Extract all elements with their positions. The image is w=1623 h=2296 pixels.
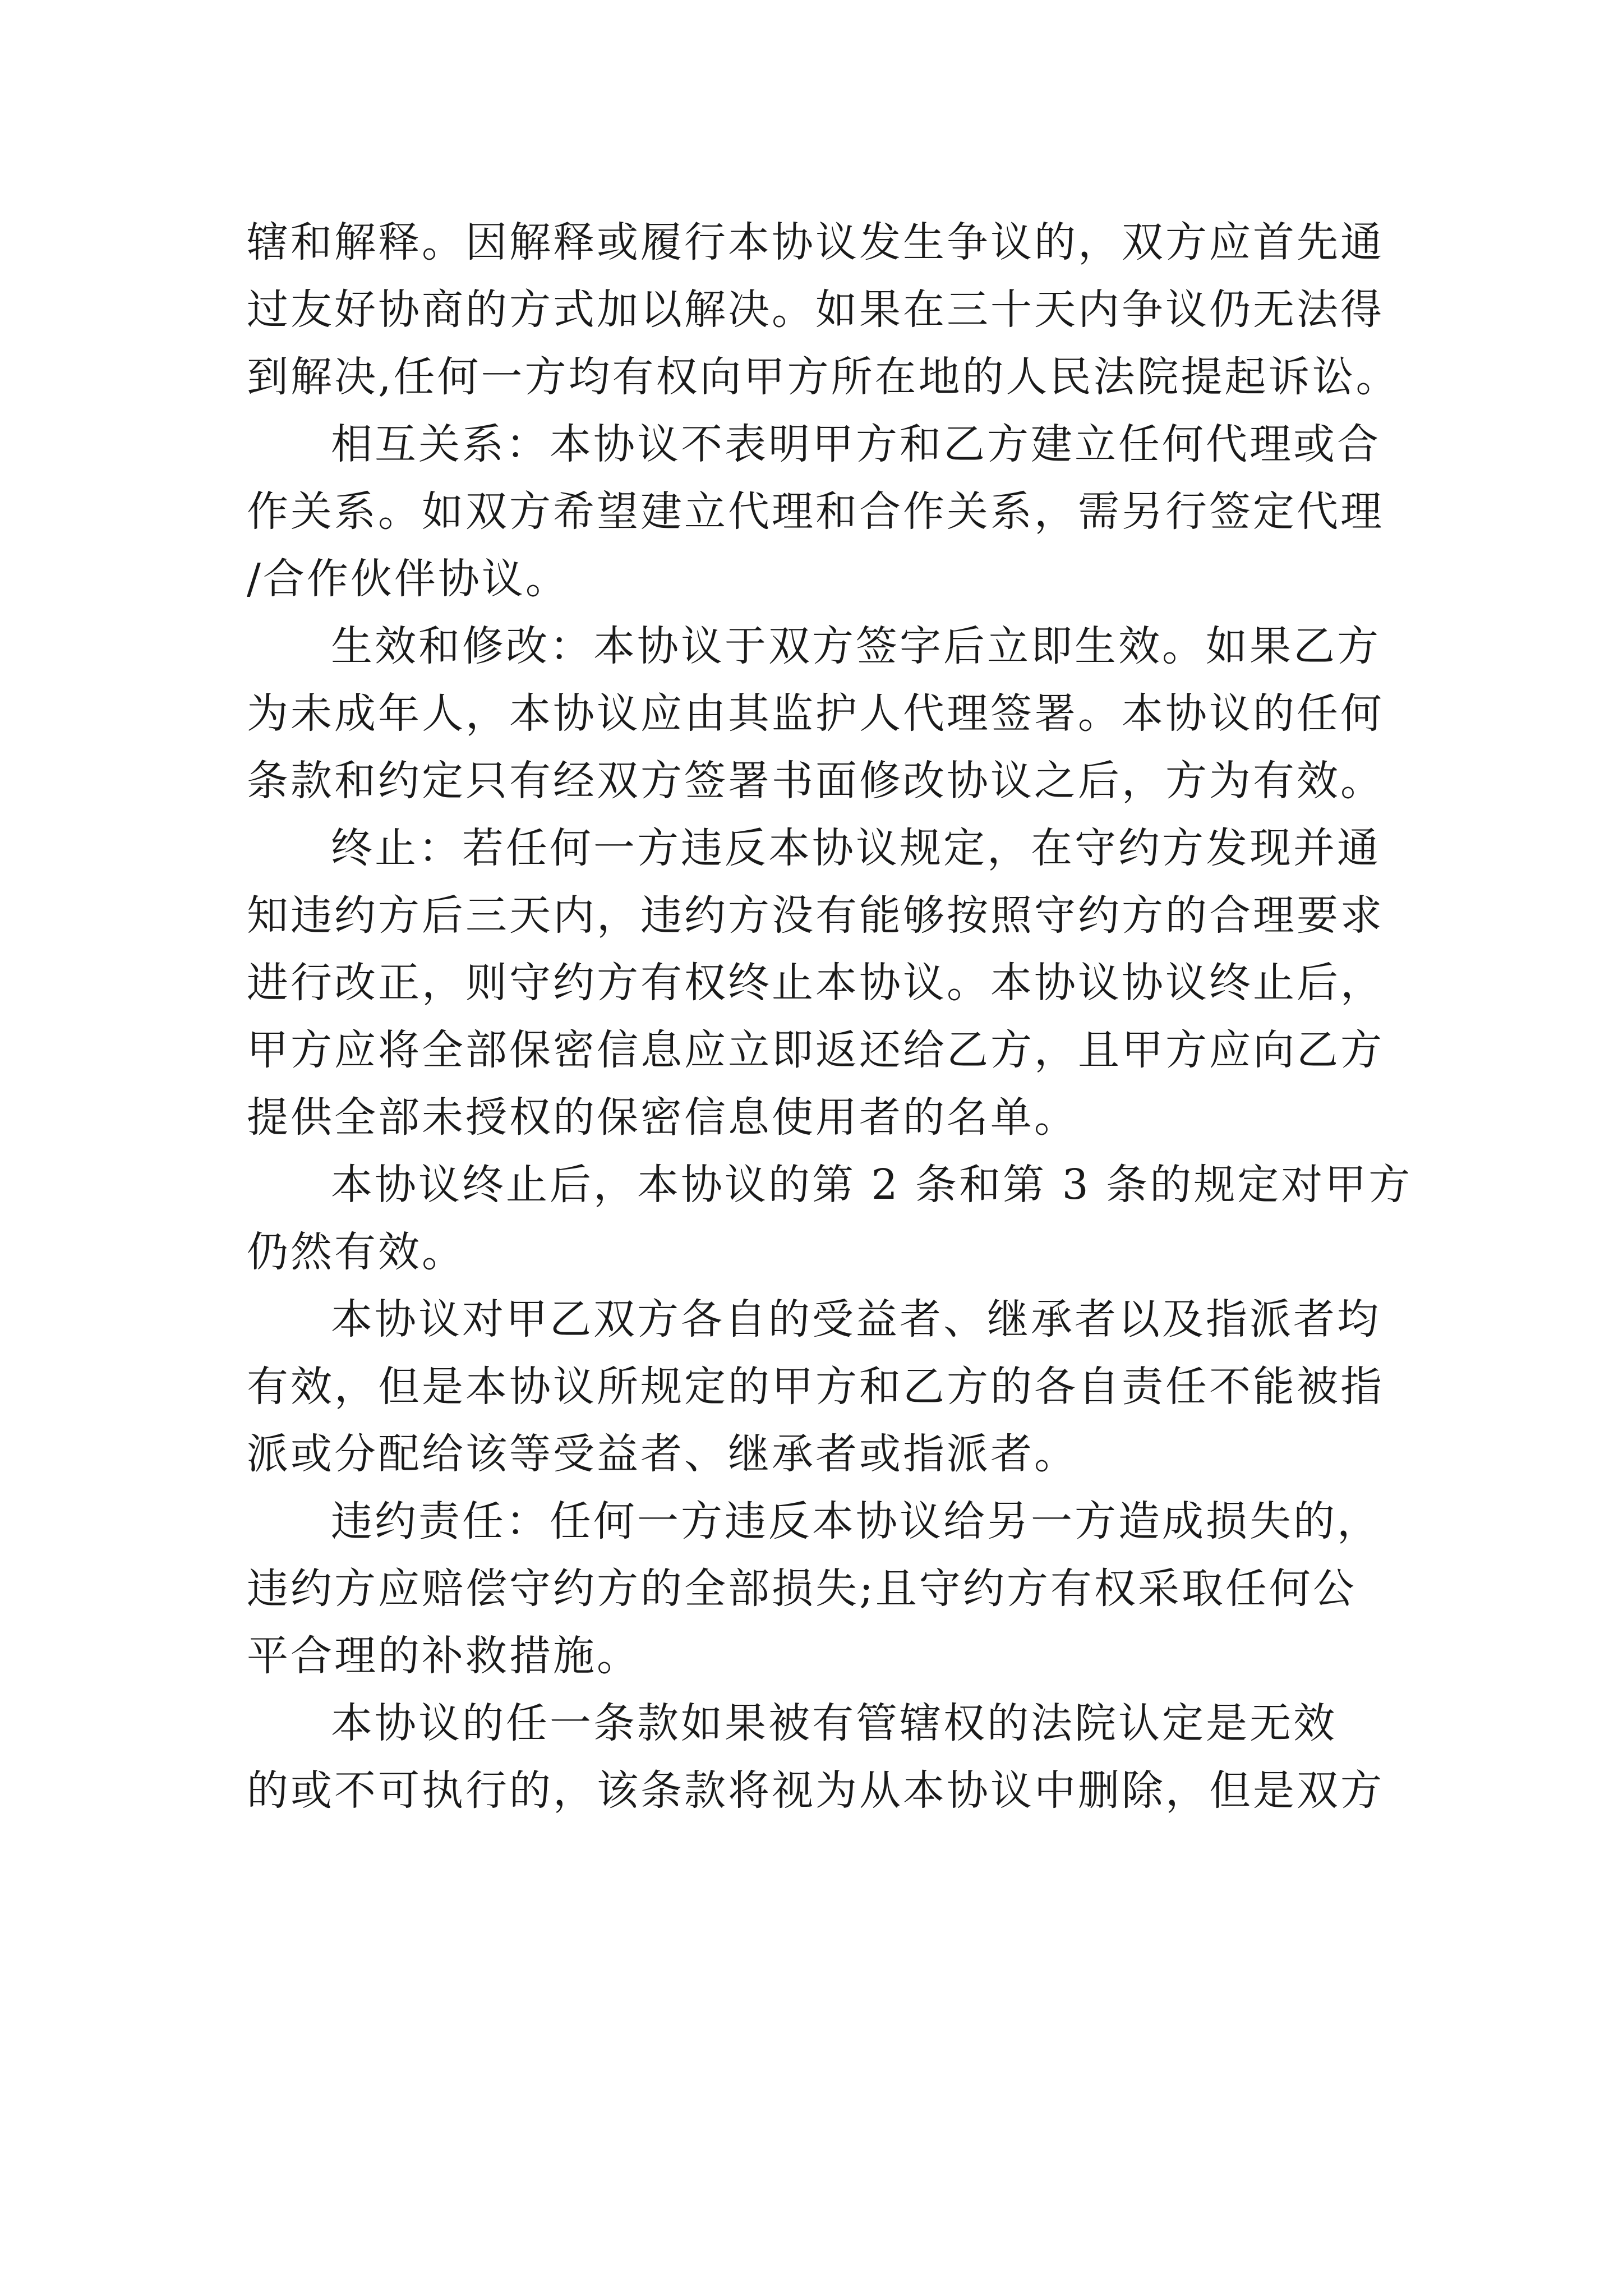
text-line: 进行改正，则守约方有权终止本协议。本协议协议终止后， — [247, 959, 1384, 1007]
document-body — [247, 209, 1413, 1824]
text-line: 提供全部未授权的保密信息使用者的名单。 — [247, 1093, 1078, 1142]
text-line: 的或不可执行的，该条款将视为从本协议中删除，但是双方 — [247, 1766, 1384, 1815]
paragraph-start-line: 本协议终止后，本协议的第 2 条和第 3 条的规定对甲方 — [331, 1161, 1413, 1209]
text-line: /合作伙伴协议。 — [247, 555, 569, 603]
text-line: 甲方应将全部保密信息应立即返还给乙方，且甲方应向乙方 — [247, 1026, 1384, 1074]
text-line: 知违约方后三天内，违约方没有能够按照守约方的合理要求 — [247, 891, 1384, 940]
paragraph-start-line: 本协议对甲乙双方各自的受益者、继承者以及指派者均 — [331, 1295, 1381, 1343]
paragraph-start-line: 生效和修改：本协议于双方签字后立即生效。如果乙方 — [331, 622, 1381, 670]
text-line: 违约方应赔偿守约方的全部损失;且守约方有权采取任何公 — [247, 1565, 1357, 1613]
paragraph-start-line: 本协议的任一条款如果被有管辖权的法院认定是无效 — [331, 1699, 1337, 1747]
text-line: 平合理的补救措施。 — [247, 1632, 640, 1680]
text-line: 作关系。如双方希望建立代理和合作关系，需另行签定代理 — [247, 487, 1384, 536]
text-line: 条款和约定只有经双方签署书面修改协议之后，方为有效。 — [247, 757, 1384, 805]
text-line: 为未成年人，本协议应由其监护人代理签署。本协议的任何 — [247, 689, 1384, 738]
text-line: 辖和解释。因解释或履行本协议发生争议的，双方应首先通 — [247, 218, 1384, 266]
paragraph-start-line: 违约责任：任何一方违反本协议给另一方造成损失的， — [331, 1497, 1381, 1545]
text-line: 派或分配给该等受益者、继承者或指派者。 — [247, 1430, 1078, 1478]
paragraph-start-line: 相互关系：本协议不表明甲方和乙方建立任何代理或合 — [331, 420, 1381, 468]
text-line: 有效，但是本协议所规定的甲方和乙方的各自责任不能被指 — [247, 1363, 1384, 1411]
text-line: 仍然有效。 — [247, 1228, 465, 1276]
paragraph-start-line: 终止：若任何一方违反本协议规定，在守约方发现并通 — [331, 824, 1381, 872]
text-line: 到解决,任何一方均有权向甲方所在地的人民法院提起诉讼。 — [247, 353, 1400, 401]
text-line: 过友好协商的方式加以解决。如果在三十天内争议仍无法得 — [247, 286, 1384, 334]
